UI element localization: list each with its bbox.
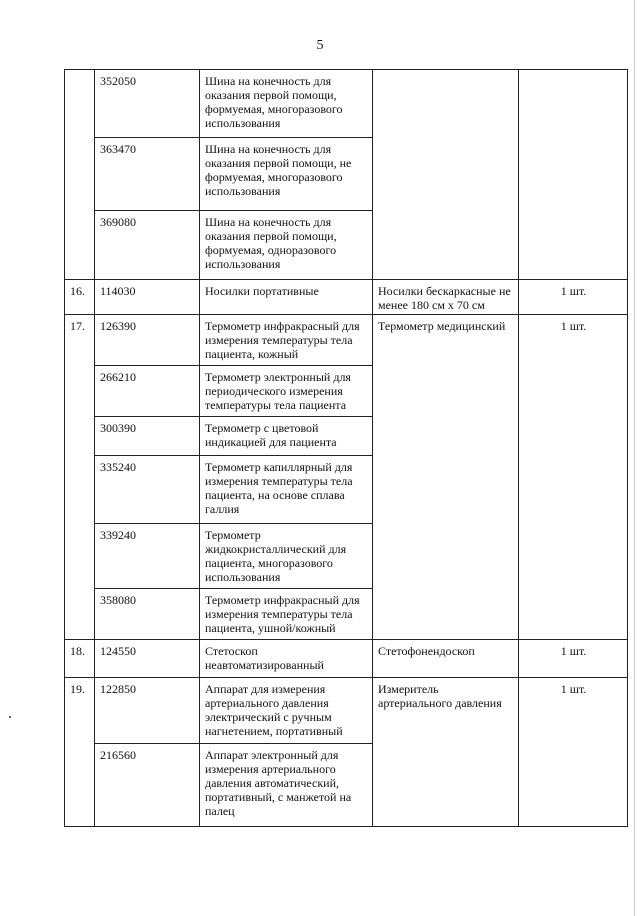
code-cell: 300390 <box>95 417 200 456</box>
equipment-cell: Стетофонендоскоп <box>373 640 519 678</box>
name-cell: Термометр жидкокристаллический для пациента, многоразового использования <box>200 524 373 589</box>
quantity-cell: 1 шт. <box>519 640 628 678</box>
name-cell: Стетоскоп неавтоматизированный <box>200 640 373 678</box>
code-cell: 369080 <box>95 211 200 280</box>
code-cell: 114030 <box>95 280 200 315</box>
page-number: 5 <box>316 38 324 53</box>
table-row <box>65 70 628 138</box>
table-row <box>65 640 628 678</box>
code-cell: 363470 <box>95 138 200 211</box>
table-row <box>65 280 628 315</box>
scan-speck <box>9 716 11 718</box>
equipment-cell: Термометр медицинский <box>373 315 519 640</box>
code-cell: 339240 <box>95 524 200 589</box>
equipment-cell: Носилки бескаркасные не менее 180 см х 70 см <box>373 280 519 315</box>
name-cell: Термометр инфракрасный для измерения температуры тела пациента, кожный <box>200 315 373 366</box>
scan-edge-line <box>634 0 635 916</box>
name-cell: Носилки портативные <box>200 280 373 315</box>
quantity-cell: 1 шт. <box>519 678 628 827</box>
name-cell: Термометр инфракрасный для измерения температуры тела пациента, ушной/кожный <box>200 589 373 640</box>
equipment-table <box>64 69 628 827</box>
quantity-cell: 1 шт. <box>519 315 628 640</box>
name-cell: Термометр капиллярный для измерения температуры тела пациента, на основе сплава галлия <box>200 456 373 524</box>
name-cell: Шина на конечность для оказания первой помощи, формуемая, одноразового использования <box>200 211 373 280</box>
name-cell: Аппарат электронный для измерения артериального давления автоматический, портативный, с манжетой на палец <box>200 744 373 827</box>
equipment-cell <box>373 70 519 280</box>
row-number-cell: 18. <box>65 640 95 678</box>
row-number-cell: 19. <box>65 678 95 827</box>
name-cell: Шина на конечность для оказания первой помощи, формуемая, многоразового использования <box>200 70 373 138</box>
code-cell: 266210 <box>95 366 200 417</box>
table-row <box>65 315 628 366</box>
code-cell: 126390 <box>95 315 200 366</box>
row-number-cell: 17. <box>65 315 95 640</box>
row-number-cell <box>65 70 95 280</box>
code-cell: 216560 <box>95 744 200 827</box>
row-number-cell: 16. <box>65 280 95 315</box>
name-cell: Шина на конечность для оказания первой помощи, не формуемая, многоразового использования <box>200 138 373 211</box>
name-cell: Аппарат для измерения артериального давления электрический с ручным нагнетением, портативный <box>200 678 373 744</box>
name-cell: Термометр электронный для периодического измерения температуры тела пациента <box>200 366 373 417</box>
quantity-cell <box>519 70 628 280</box>
code-cell: 122850 <box>95 678 200 744</box>
code-cell: 352050 <box>95 70 200 138</box>
equipment-cell: Измеритель артериального давления <box>373 678 519 827</box>
code-cell: 358080 <box>95 589 200 640</box>
table-row <box>65 678 628 744</box>
code-cell: 335240 <box>95 456 200 524</box>
code-cell: 124550 <box>95 640 200 678</box>
quantity-cell: 1 шт. <box>519 280 628 315</box>
name-cell: Термометр с цветовой индикацией для пациента <box>200 417 373 456</box>
